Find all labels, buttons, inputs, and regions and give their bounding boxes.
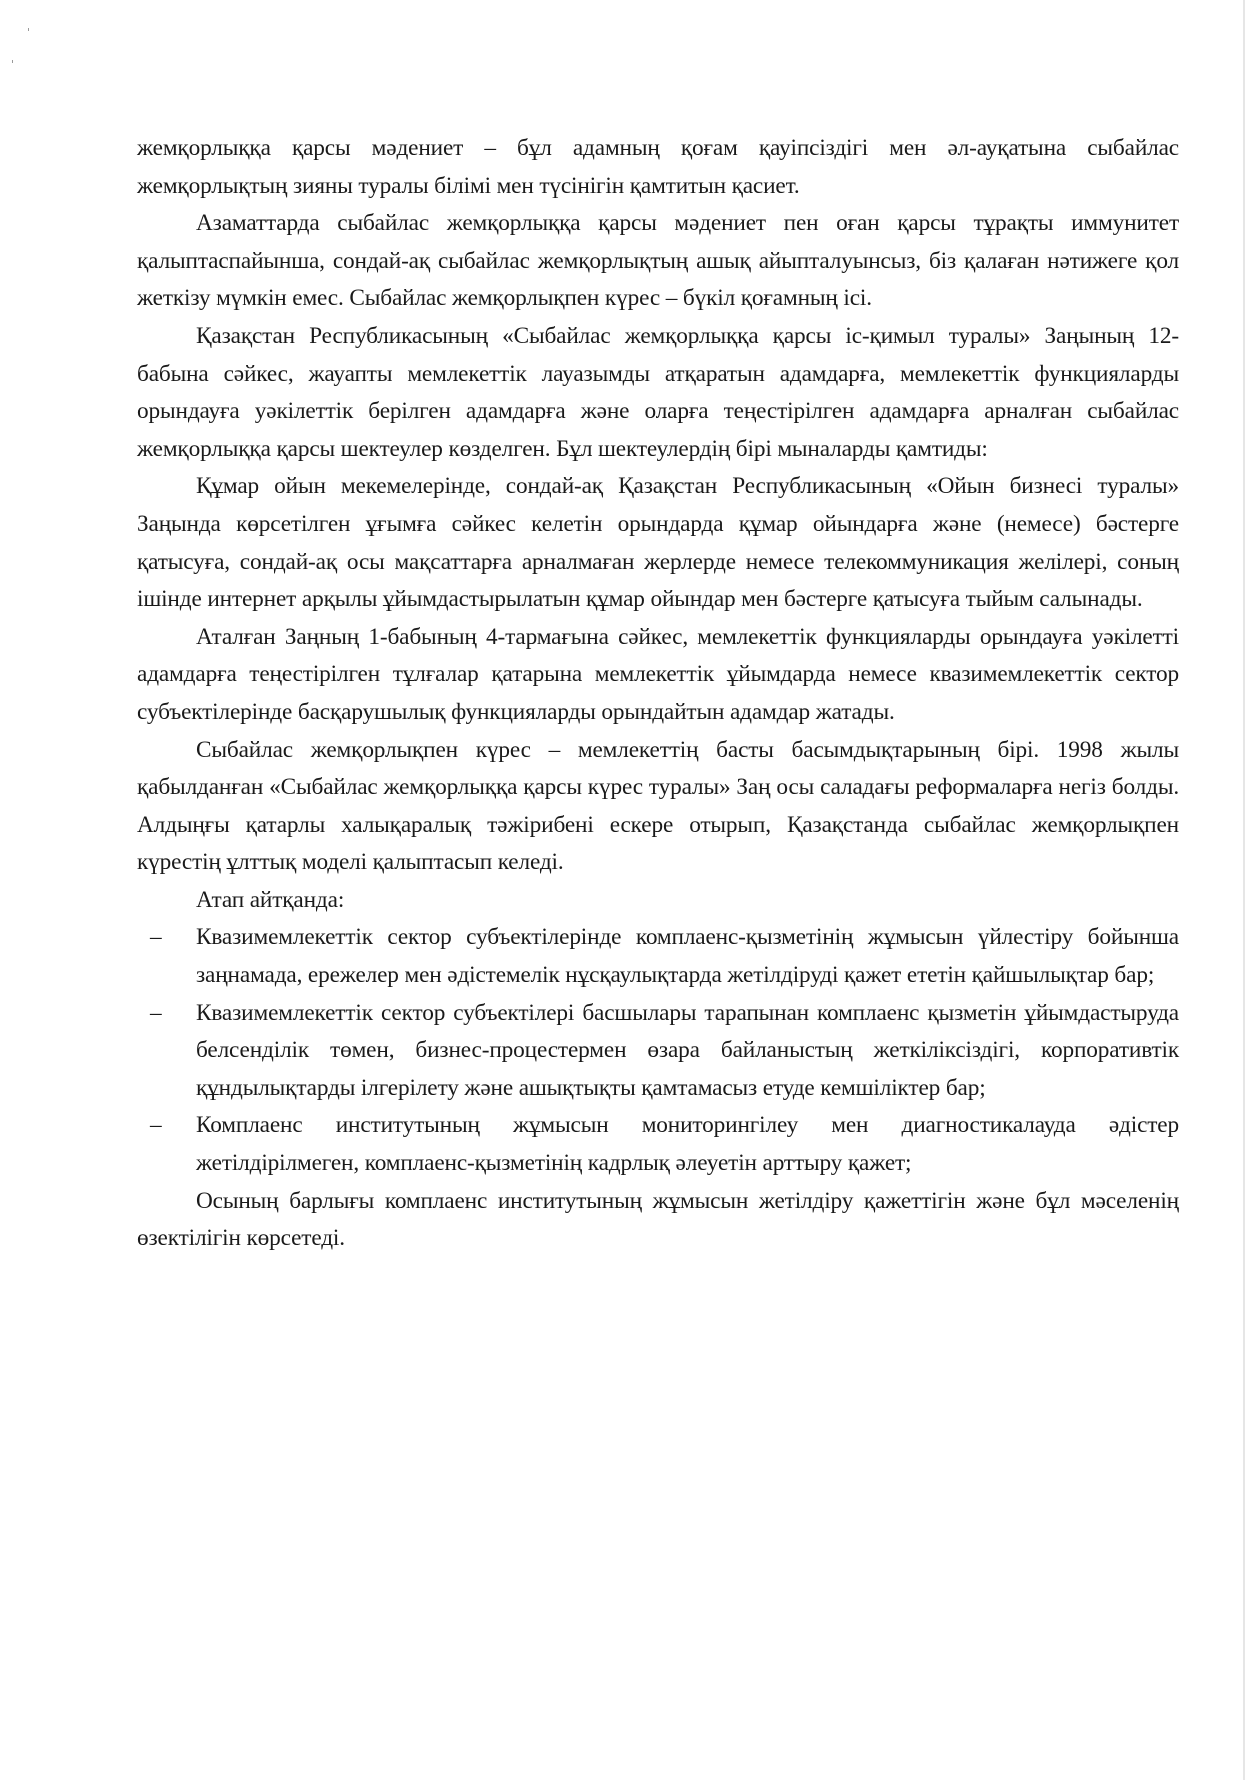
paragraph-4: Құмар ойын мекемелерінде, сондай-ақ Қазақстан Республикасының «Ойын бизнесі туралы» Заңында көрсетілген ұғымға сәйкес келетін орындарда құмар ойындарға және (немесе) бәстерге қатысуға, сондай-ақ осы мақсаттарға арналмаған жерлерде немесе телекоммуникация желілері, соның ішінде интернет арқылы ұйымдастырылатын құмар ойындар мен бәстерге қатысуға тыйым салынады. — [137, 473, 1179, 613]
scan-speck — [12, 60, 13, 63]
dash-bullet-icon: – — [150, 999, 162, 1026]
list-item — [137, 1107, 1179, 1182]
scan-speck — [28, 28, 29, 31]
dash-bullet-icon: – — [150, 1112, 162, 1139]
document-page — [137, 130, 1179, 1258]
paragraph-5: Аталған Заңның 1-бабының 4-тармағына сәйкес, мемлекеттік функцияларды орындауға уәкілетті адамдарға теңестірілген тұлғалар қатарына мемлекеттік ұйымдарда немесе квазимемлекеттік сектор субъектілерінде басқарушылық функцияларды орындайтын адамдар жатады. — [137, 623, 1179, 725]
paragraph-6: Сыбайлас жемқорлықпен күрес – мемлекеттің басты басымдықтарының бірі. 1998 жылы қабылданған «Сыбайлас жемқорлыққа қарсы күрес туралы» Заң осы саладағы реформаларға негіз болды. Алдыңғы қатарлы халықаралық тәжірибені ескере отырып, Қазақстанда сыбайлас жемқорлықпен күрестің ұлттық моделі қалыптасып келеді. — [137, 736, 1179, 876]
paragraph-3: Қазақстан Республикасының «Сыбайлас жемқорлыққа қарсы іс-қимыл туралы» Заңының 12-бабына сәйкес, жауапты мемлекеттік лауазымды атқаратын адамдарға, мемлекеттік функцияларды орындауға уәкілеттік берілген адамдарға және оларға теңестірілген адамдарға арналған сыбайлас жемқорлыққа қарсы шектеулер көзделген. Бұл шектеулердің бірі мыналарды қамтиды: — [137, 322, 1179, 462]
list-item — [137, 919, 1179, 994]
list-item-text: Квазимемлекеттік сектор субъектілері басшылары тарапынан комплаенс қызметін ұйымдастыруда белсенділік төмен, бизнес-процестермен өзара байланыстың жеткіліксіздігі, корпоративтік құндылықтарды ілгерілету және ашықтықты қамтамасыз етуде кемшіліктер бар; — [196, 999, 1179, 1101]
list-item-text: Комплаенс институтының жұмысын мониторингілеу мен диагностикалауда әдістер жетілдірілмеген, комплаенс-қызметінің кадрлық әлеуетін арттыру қажет; — [196, 1112, 1179, 1177]
paragraph-1: жемқорлыққа қарсы мәдениет – бұл адамның қоғам қауіпсіздігі мен әл-ауқатына сыбайлас жемқорлықтың зияны туралы білімі мен түсінігін қамтитын қасиет. — [137, 135, 1179, 199]
list-item — [137, 995, 1179, 1108]
closing-paragraph: Осының барлығы комплаенс институтының жұмысын жетілдіру қажеттігін және бұл мәселенің өзектілігін көрсетеді. — [137, 1187, 1179, 1252]
dash-bullet-icon: – — [150, 924, 162, 951]
paragraph-2: Азаматтарда сыбайлас жемқорлыққа қарсы мәдениет пен оған қарсы тұрақты иммунитет қалыптаспайынша, сондай-ақ сыбайлас жемқорлықтың ашық айыпталуынсыз, біз қалаған нәтижеге қол жеткізу мүмкін емес. Сыбайлас жемқорлықпен күрес – бүкіл қоғамның ісі. — [137, 210, 1179, 312]
list-item-text: Квазимемлекеттік сектор субъектілерінде комплаенс-қызметінің жұмысын үйлестіру бойынша заңнамада, ережелер мен әдістемелік нұсқаулықтарда жетілдіруді қажет ететін қайшылықтар бар; — [196, 924, 1179, 989]
bullet-list — [137, 919, 1179, 1182]
paragraph-7-list-intro: Атап айтқанда: — [196, 886, 345, 913]
